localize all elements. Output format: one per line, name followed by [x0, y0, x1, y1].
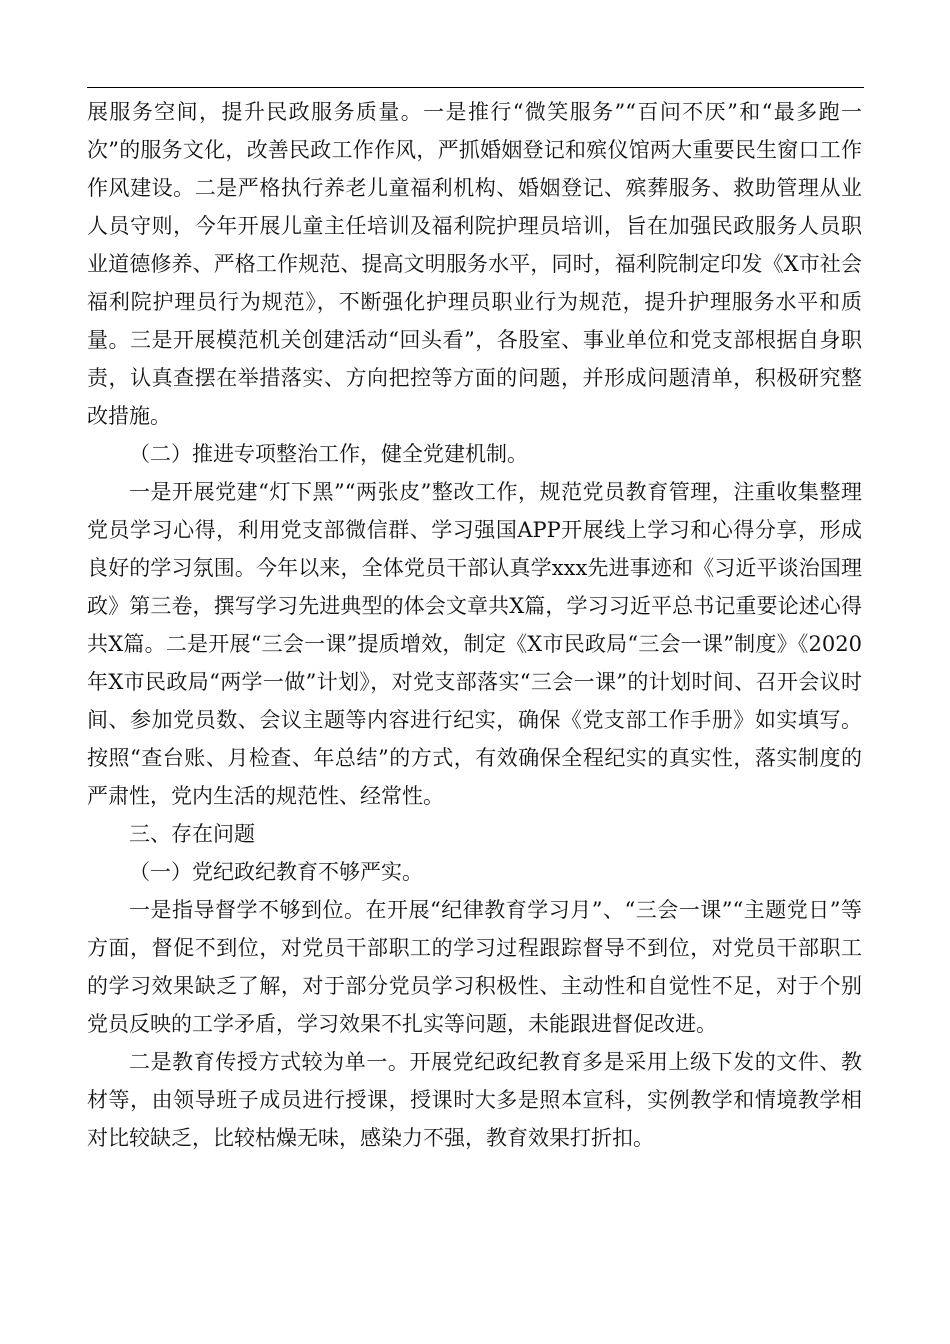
paragraph-service-quality: 展服务空间，提升民政服务质量。一是推行“微笑服务”“百问不厌”和“最多跑一次”的服务文化，改善民政工作作风，严抓婚姻登记和殡仪馆两大重要民生窗口工作作风建设。二是严格执行养老儿童福利机构、婚姻登记、殡葬服务、救助管理从业人员守则，今年开展儿童主任培训及福利院护理员培训，旨在加强民政服务人员职业道德修养、严格工作规范、提高文明服务水平，同时，福利院制定印发《X市社会福利院护理员行为规范》，不断强化护理员职业行为规范，提升护理服务水平和质量。三是开展模范机关创建活动“回头看”，各股室、事业单位和党支部根据自身职责，认真查摆在举措落实、方向把控等方面的问题，并形成问题清单，积极研究整改措施。: [87, 100, 862, 428]
paragraph-teaching-method: 二是教育传授方式较为单一。开展党纪政纪教育多是采用上级下发的文件、教材等，由领导班子成员进行授课，授课时大多是照本宣科，实例教学和情境教学相对比较缺乏，比较枯燥无味，感染力不强，教育效果打折扣。: [87, 1050, 862, 1150]
document-body: [87, 93, 862, 1157]
subheading-special-rectification: （二）推进专项整治工作，健全党建机制。: [129, 442, 528, 466]
paragraph-party-building: 一是开展党建“灯下黑”“两张皮”整改工作，规范党员教育管理，注重收集整理党员学习心得，利用党支部微信群、学习强国APP开展线上学习和心得分享，形成良好的学习氛围。今年以来，全体党员干部认真学xxx先进事迹和《习近平谈治国理政》第三卷，撰写学习先进典型的体会文章共X篇，学习习近平总书记重要论述心得共X篇。二是开展“三会一课”提质增效，制定《X市民政局“三会一课”制度》《2020年X市民政局“两学一做”计划》，对党支部落实“三会一课”的计划时间、召开会议时间、参加党员数、会议主题等内容进行纪实，确保《党支部工作手册》如实填写。按照“查台账、月检查、年总结”的方式，有效确保全程纪实的真实性，落实制度的严肃性，党内生活的规范性、经常性。: [87, 480, 862, 808]
subheading-discipline-education: （一）党纪政纪教育不够严实。: [129, 860, 423, 884]
heading-existing-problems: 三、存在问题: [129, 822, 255, 846]
paragraph-supervision: 一是指导督学不够到位。在开展“纪律教育学习月”、“三会一课”“主题党日”等方面，督促不到位，对党员干部职工的学习过程跟踪督导不到位，对党员干部职工的学习效果缺乏了解，对于部分党员学习积极性、主动性和自觉性不足，对于个别党员反映的工学矛盾，学习效果不扎实等问题，未能跟进督促改进。: [87, 898, 862, 1036]
header-rule: [87, 87, 864, 88]
